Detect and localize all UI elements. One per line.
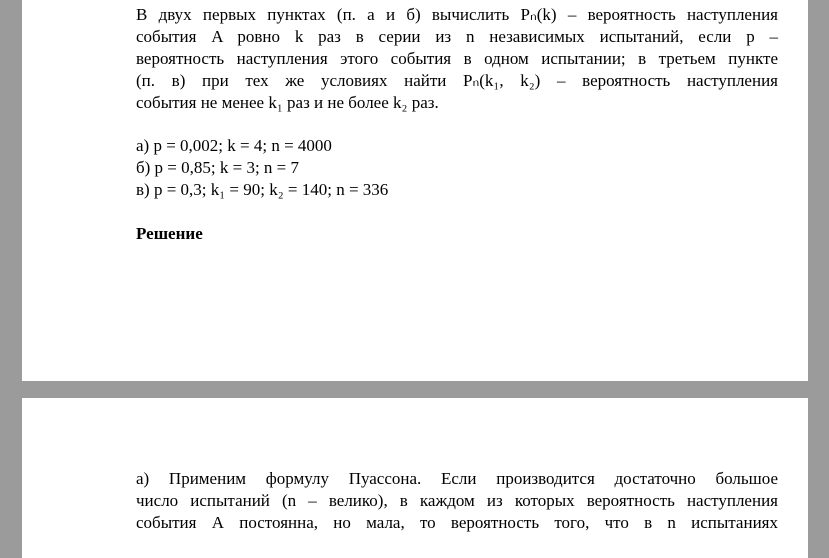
solution-heading: Решение <box>136 224 203 243</box>
problem-line: события A ровно k раз в серии из n независимых испытаний, если p – <box>136 27 778 46</box>
case-b: б) p = 0,85; k = 3; n = 7 <box>136 158 300 177</box>
problem-line: В двух первых пунктах (п. а и б) вычислить Pₙ(k) – вероятность наступления <box>136 5 778 24</box>
document-page-2 <box>22 398 808 558</box>
solution-line: а) Применим формулу Пуассона. Если производится достаточно большое <box>136 469 778 488</box>
solution-line: события А постоянна, но мала, то вероятность того, что в n испытаниях <box>136 513 778 532</box>
solution-line: число испытаний (n – велико), в каждом из которых вероятность наступления <box>136 491 778 510</box>
problem-line: события не менее k₁ раз и не более k₂ раз. <box>136 93 439 112</box>
case-c: в) p = 0,3; k₁ = 90; k₂ = 140; n = 336 <box>136 180 389 199</box>
problem-cases <box>136 135 388 201</box>
problem-line: вероятность наступления этого события в одном испытании; в третьем пункте <box>136 49 778 68</box>
problem-statement <box>136 4 778 114</box>
case-a: а) p = 0,002; k = 4; n = 4000 <box>136 136 332 155</box>
problem-line: (п. в) при тех же условиях найти Pₙ(k₁, k₂) – вероятность наступления <box>136 71 778 90</box>
solution-text <box>136 468 778 534</box>
document-page-1 <box>22 0 808 381</box>
